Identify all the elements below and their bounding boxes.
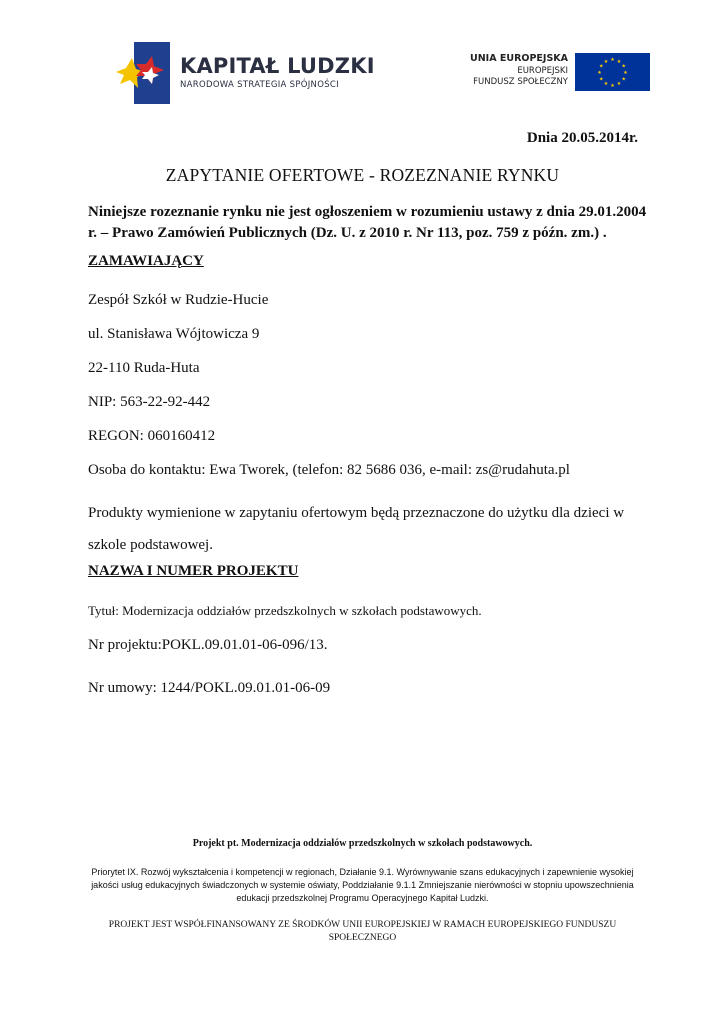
- svg-text:★: ★: [623, 70, 628, 76]
- project-title: Tytuł: Modernizacja oddziałów przedszkolnych w szkołach podstawowych.: [88, 603, 482, 618]
- svg-text:★: ★: [621, 76, 626, 83]
- footer-cofinance: PROJEKT JEST WSPÓŁFINANSOWANY ZE ŚRODKÓW UNII EUROPEJSKIEJ W RAMACH EUROPEJSKIEGO FUNDUSZU SPOŁECZNEGO: [108, 920, 617, 943]
- orderer-street: ul. Stanisława Wójtowicza 9: [88, 326, 260, 342]
- project-number: Nr projektu:POKL.09.01.01-06-096/13.: [88, 637, 328, 653]
- orderer-name: Zespół Szkół w Rudzie-Hucie: [88, 292, 269, 308]
- document-title: ZAPYTANIE OFERTOWE - ROZEZNANIE RYNKU: [165, 165, 560, 185]
- eu-logo-line1: UNIA EUROPEJSKA: [470, 53, 568, 64]
- orderer-city: 22-110 Ruda-Huta: [88, 360, 200, 376]
- document-date: Dnia 20.05.2014r.: [526, 130, 638, 146]
- contract-number: Nr umowy: 1244/POKL.09.01.01-06-09: [88, 680, 331, 696]
- orderer-contact: Osoba do kontaktu: Ewa Tworek, (telefon: 82 5686 036, e-mail: zs@rudahuta.pl: [88, 462, 570, 478]
- svg-text:★: ★: [603, 81, 609, 88]
- section-heading-zamawiajacy: ZAMAWIAJĄCY: [88, 253, 204, 269]
- svg-text:★: ★: [599, 76, 604, 83]
- svg-text:★: ★: [610, 83, 615, 89]
- svg-text:★: ★: [616, 81, 622, 88]
- kapital-ludzki-subtitle: NARODOWA STRATEGIA SPÓJNOŚCI: [180, 80, 339, 90]
- kapital-ludzki-emblem-icon: [112, 42, 174, 104]
- document-intro: Niniejsze rozeznanie rynku nie jest ogłoszeniem w rozumieniu ustawy z dnia 29.01.2004 r. – Prawo Zamówień Publicznych (Dz. U. z 2010 r. Nr 113, poz. 759 z późn. zm.) .: [88, 204, 647, 241]
- eu-logo-line2: EUROPEJSKI: [517, 66, 568, 76]
- kapital-ludzki-title: KAPITAŁ LUDZKI: [180, 54, 375, 78]
- eu-logo: [440, 53, 650, 93]
- svg-text:★: ★: [610, 57, 615, 63]
- svg-text:★: ★: [599, 63, 604, 70]
- section-heading-projekt: NAZWA I NUMER PROJEKTU: [88, 563, 299, 579]
- svg-text:★: ★: [616, 58, 622, 65]
- eu-flag-icon: [575, 53, 650, 91]
- eu-logo-line3: FUNDUSZ SPOŁECZNY: [473, 77, 568, 87]
- kapital-ludzki-logo: [112, 42, 375, 104]
- orderer-nip: NIP: 563-22-92-442: [88, 394, 211, 410]
- svg-text:★: ★: [621, 63, 626, 70]
- footer-project-title: Projekt pt. Modernizacja oddziałów przedszkolnych w szkołach podstawowych.: [192, 838, 533, 849]
- orderer-regon: REGON: 060160412: [88, 428, 216, 444]
- footer-priority: Priorytet IX. Rozwój wykształcenia i kompetencji w regionach, Działanie 9.1. Wyrównywanie szans edukacyjnych i zapewnienie wysokiej jakości usług edukacyjnych świadczonych w systemie oświaty, Poddziałanie 9.1.1 Zmniejszanie nierówności w stopniu upowszechnienia edukacji przedszkolnej Programu Operacyjnego Kapitał Ludzki.: [91, 867, 634, 903]
- svg-text:★: ★: [597, 70, 602, 76]
- products-note: Produkty wymienione w zapytaniu ofertowym będą przeznaczone do użytku dla dzieci w szkole podstawowej.: [88, 505, 625, 553]
- svg-text:★: ★: [603, 58, 609, 65]
